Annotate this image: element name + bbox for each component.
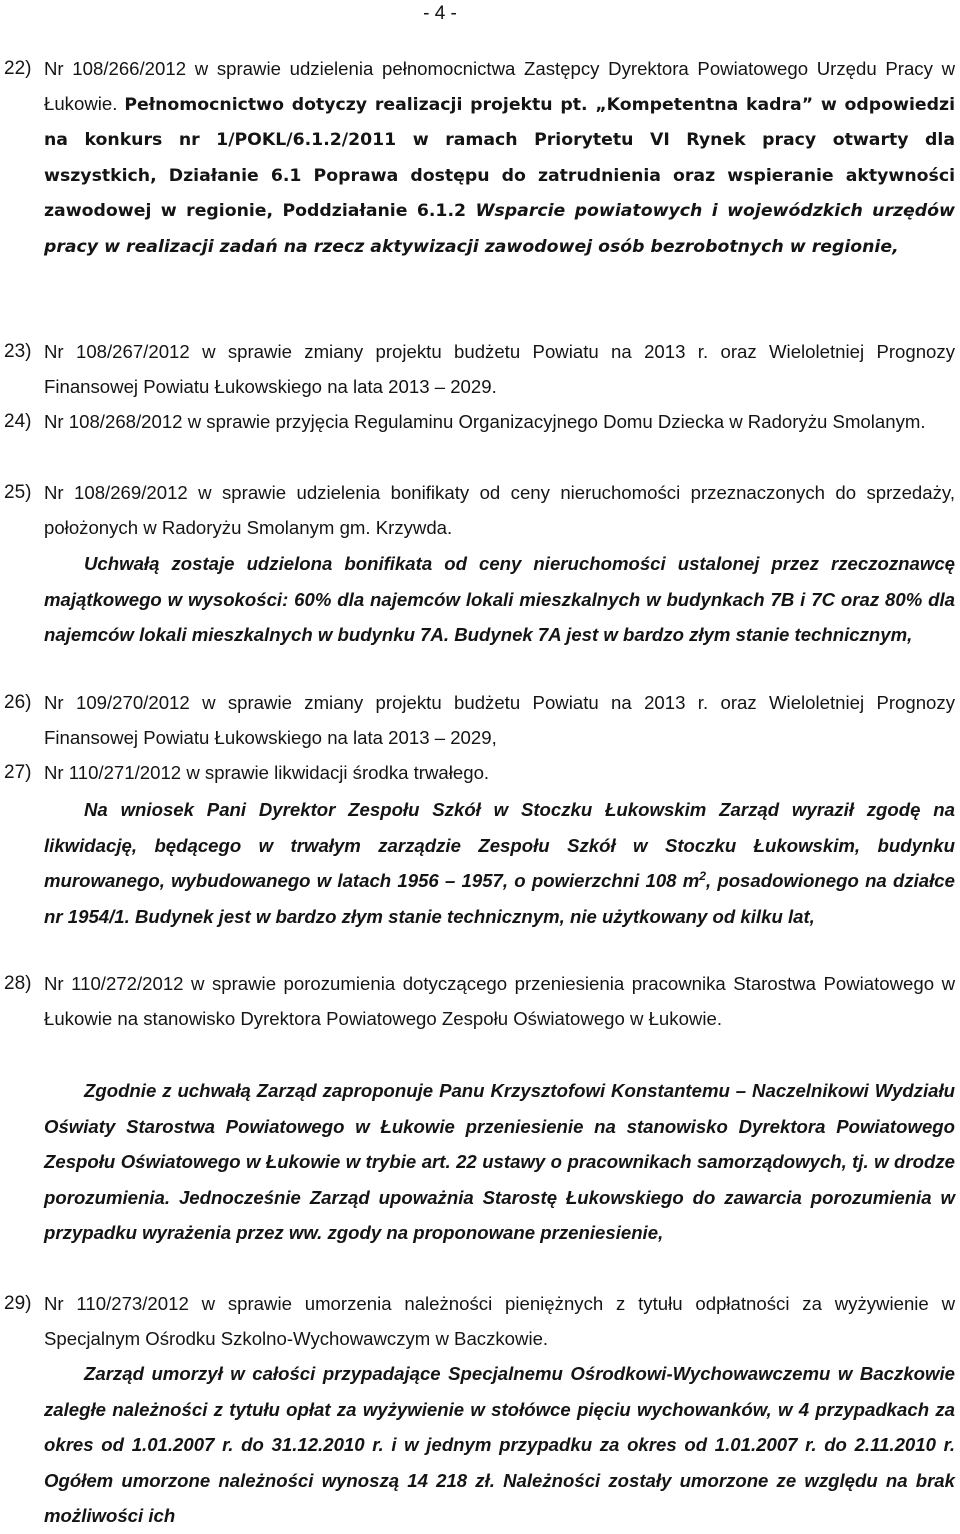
item-detail-italic: Wsparcie powiatowych i wojewódzkich urzędów pracy w realizacji zadań na rzecz aktywizacji zawodowej osób bezrobotnych w regionie, [44, 201, 955, 257]
resolution-text: Na wniosek Pani Dyrektor Zespołu Szkół w Stoczku Łukowskim Zarząd wyraził zgodę na likwidację, będącego w trwałym zarządzie Zespołu Szkół w Stoczku Łukowskim, budynku murowanego, wybudowanego w latach 1956 – 1957, o powierzchni 108 m [44, 799, 955, 891]
list-item-24 [0, 405, 960, 440]
item-number: 23) [4, 341, 32, 362]
item-detail [44, 95, 955, 257]
item-number: 22) [4, 58, 32, 79]
item-number: 27) [4, 762, 32, 783]
list-item-25 [0, 476, 960, 545]
list-item-29 [0, 1287, 960, 1356]
resolution-text: Zarząd umorzył w całości przypadające Specjalnemu Ośrodkowi-Wychowawczemu w Baczkowie zaległe należności z tytułu opłat za wyżywienie w stołówce pięciu wychowanków, w 4 przypadkach za okres od 1.01.2007 r. do 31.12.2010 r. i w jednym przypadku za okres od 1.01.2007 r. do 2.11.2010 r. Ogółem umorzone należności wynoszą 14 218 zł. Należności zostały umorzone ze względu na brak możliwości ich [44, 1363, 955, 1526]
superscript: 2 [699, 868, 706, 883]
resolution-note-27 [44, 792, 955, 934]
resolution-text: Uchwałą zostaje udzielona bonifikata od ceny nieruchomości ustalonej przez rzeczoznawcę majątkowego w wysokości: 60% dla najemców lokali mieszkalnych w budynkach 7B i 7C oraz 80% dla najemców lokali mieszkalnych w budynku 7A. Budynek 7A jest w bardzo złym stanie technicznym, [44, 553, 955, 645]
item-detail-part: Pełnomocnictwo dotyczy realizacji projektu pt. „Kompetentna kadra” w odpowiedzi na konkurs nr 1/POKL/6.1.2/2011 w ramach Priorytetu VI Rynek pracy otwarty dla wszystkich, Działanie 6.1 Poprawa dostępu do zatrudnienia oraz wspieranie aktywności zawodowej w regionie, Poddziałanie 6.1.2 [44, 94, 956, 221]
item-body [44, 52, 955, 264]
resolution-note-28 [44, 1073, 955, 1251]
resolution-text-cont: , posadowionego na działce nr 1954/1. Budynek jest w bardzo złym stanie technicznym, nie użytkowany od kilku lat, [44, 870, 955, 927]
resolution-text: Zgodnie z uchwałą Zarząd zaproponuje Panu Krzysztofowi Konstantemu – Naczelnikowi Wydziału Oświaty Starostwa Powiatowego w Łukowie przeniesienie na stanowisko Dyrektora Powiatowego Zespołu Oświatowego w Łukowie w trybie art. 22 ustawy o pracownikach samorządowych, tj. w drodze porozumienia. Jednocześnie Zarząd upoważnia Starostę Łukowskiego do zawarcia porozumienia w przypadku wyrażenia przez ww. zgody na proponowane przeniesienie, [44, 1080, 955, 1243]
item-title: Nr 108/267/2012 w sprawie zmiany projektu budżetu Powiatu na 2013 r. oraz Wieloletniej Prognozy Finansowej Powiatu Łukowskiego na lata 2013 – 2029. [44, 341, 955, 397]
item-title: Nr 110/271/2012 w sprawie likwidacji środka trwałego. [44, 762, 490, 783]
resolution-note-29 [44, 1356, 955, 1534]
item-title: Nr 109/270/2012 w sprawie zmiany projektu budżetu Powiatu na 2013 r. oraz Wieloletniej Prognozy Finansowej Powiatu Łukowskiego na lata 2013 – 2029, [44, 692, 955, 748]
item-number: 28) [4, 973, 32, 994]
list-item-22 [0, 52, 960, 264]
item-title: Nr 108/268/2012 w sprawie przyjęcia Regulaminu Organizacyjnego Domu Dziecka w Radoryżu Smolanym. [44, 411, 926, 432]
item-title: Nr 110/272/2012 w sprawie porozumienia dotyczącego przeniesienia pracownika Starostwa Powiatowego w Łukowie na stanowisko Dyrektora Powiatowego Zespołu Oświatowego w Łukowie. [44, 973, 955, 1029]
list-item-23 [0, 335, 960, 404]
item-title: Nr 108/266/2012 w sprawie udzielenia pełnomocnictwa Zastępcy Dyrektora Powiatowego Urzędu Pracy w Łukowie. [44, 58, 955, 114]
item-title: Nr 108/269/2012 w sprawie udzielenia bonifikaty od ceny nieruchomości przeznaczonych do sprzedaży, położonych w Radoryżu Smolanym gm. Krzywda. [44, 482, 955, 538]
list-item-27 [0, 756, 960, 791]
resolution-note-25 [44, 546, 955, 653]
item-number: 26) [4, 692, 32, 713]
item-title: Nr 110/273/2012 w sprawie umorzenia należności pieniężnych z tytułu odpłatności za wyżywienie w Specjalnym Ośrodku Szkolno-Wychowawczym w Baczkowie. [44, 1293, 955, 1349]
item-number: 29) [4, 1293, 32, 1314]
item-number: 24) [4, 411, 32, 432]
page-number: - 4 - [423, 3, 457, 24]
item-number: 25) [4, 482, 32, 503]
list-item-26 [0, 686, 960, 755]
list-item-28 [0, 967, 960, 1036]
